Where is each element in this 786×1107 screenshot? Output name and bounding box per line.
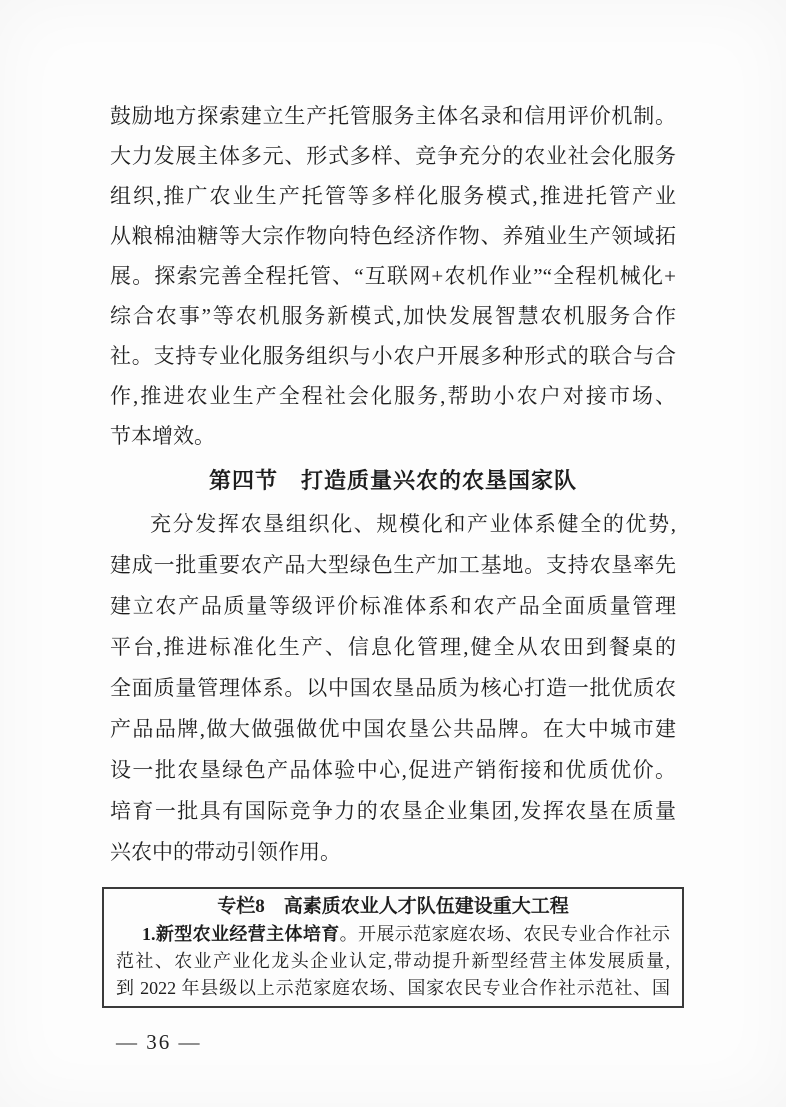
- text-line: [116, 921, 670, 948]
- text-line: 设一批农垦绿色产品体验中心,促进产销衔接和优质优价。: [110, 758, 676, 782]
- column-box-8: [102, 887, 684, 1008]
- text-line: 组织,推广农业生产托管等多样化服务模式,推进托管产业: [110, 184, 676, 208]
- paragraph-1: [110, 96, 676, 456]
- paragraph-2: [110, 504, 676, 873]
- text-line: 产品品牌,做大做强做优中国农垦公共品牌。在大中城市建: [110, 717, 676, 741]
- text-line: 节本增效。: [110, 424, 215, 448]
- text-line: 范社、农业产业化龙头企业认定,带动提升新型经营主体发展质量,: [116, 951, 670, 971]
- text-line: 鼓励地方探索建立生产托管服务主体名录和信用评价机制。: [110, 104, 676, 128]
- text-line: 综合农事”等农机服务新模式,加快发展智慧农机服务合作: [110, 304, 676, 328]
- text-line: 展。探索完善全程托管、“互联网+农机作业”“全程机械化+: [110, 264, 676, 288]
- text-line: 到 2022 年县级以上示范家庭农场、国家农民专业合作社示范社、国: [116, 978, 670, 998]
- bold-lead-text: 1.新型农业经营主体培育: [142, 924, 340, 944]
- text-line: 充分发挥农垦组织化、规模化和产业体系健全的优势,: [150, 512, 676, 536]
- page-content: [110, 96, 676, 1008]
- text-span: 。开展示范家庭农场、农民专业合作社示: [339, 924, 670, 944]
- text-line: 全面质量管理体系。以中国农垦品质为核心打造一批优质农: [110, 676, 676, 700]
- text-line: 作,推进农业生产全程社会化服务,帮助小农户对接市场、: [110, 384, 676, 408]
- text-line: 从粮棉油糖等大宗作物向特色经济作物、养殖业生产领域拓: [110, 224, 676, 248]
- section-heading: 第四节 打造质量兴农的农垦国家队: [208, 468, 577, 493]
- text-line: 培育一批具有国际竞争力的农垦企业集团,发挥农垦在质量: [110, 799, 676, 823]
- text-line: 建成一批重要农产品大型绿色生产加工基地。支持农垦率先: [110, 553, 676, 577]
- text-line: 建立农产品质量等级评价标准体系和农产品全面质量管理: [110, 594, 676, 618]
- text-line: 社。支持专业化服务组织与小农户开展多种形式的联合与合: [110, 344, 676, 368]
- text-line: 平台,推进标准化生产、信息化管理,健全从农田到餐桌的: [110, 635, 676, 659]
- page-number: — 36 —: [116, 1030, 202, 1054]
- box-title: 专栏8 高素质农业人才队伍建设重大工程: [217, 896, 569, 917]
- text-line: 大力发展主体多元、形式多样、竞争充分的农业社会化服务: [110, 144, 676, 168]
- text-line: 兴农中的带动引领作用。: [110, 840, 341, 864]
